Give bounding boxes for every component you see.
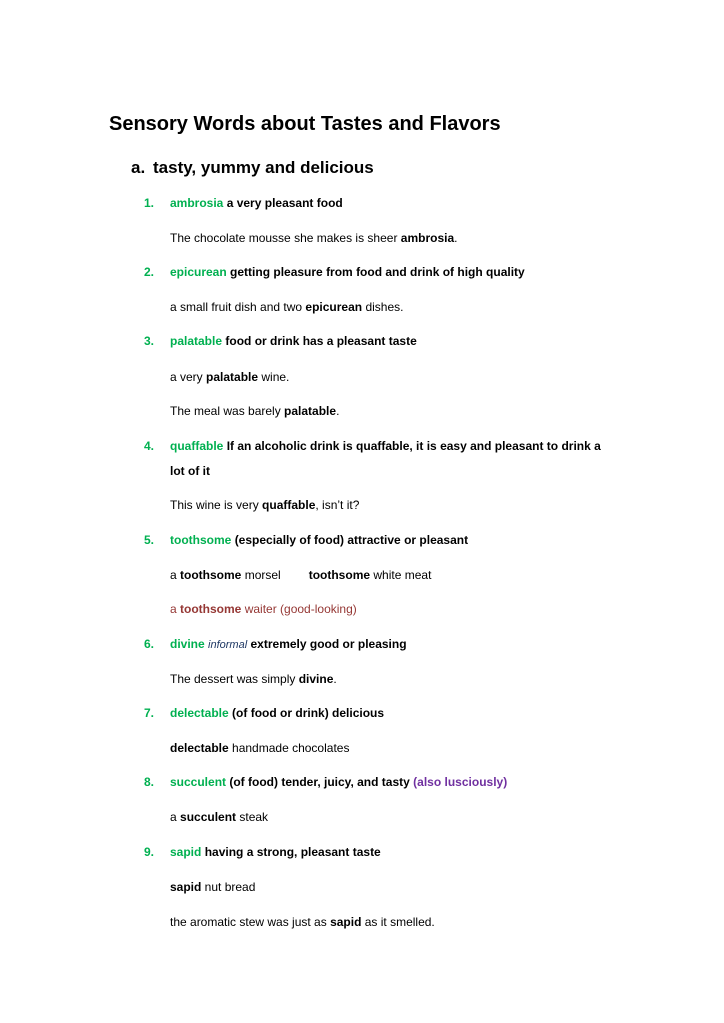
section-letter: a.	[131, 158, 146, 177]
example-keyword: epicurean	[305, 300, 363, 314]
entry-definition: having a strong, pleasant taste	[204, 845, 381, 859]
example-sentence	[170, 809, 268, 825]
example-sentence	[170, 879, 255, 895]
example-sentence-highlighted	[170, 601, 357, 617]
example-keyword: toothsome	[180, 602, 242, 616]
example-text: .	[333, 672, 337, 686]
example-text: steak	[236, 810, 269, 824]
example-sentence	[170, 740, 349, 756]
entry-headline	[170, 532, 468, 548]
example-keyword: delectable	[170, 741, 229, 755]
example-text: nut bread	[201, 880, 256, 894]
example-text: as it smelled.	[361, 915, 435, 929]
entry-headline	[170, 774, 507, 790]
example-sentence	[170, 299, 403, 315]
entry-headline	[170, 264, 525, 280]
example-text: dishes.	[362, 300, 404, 314]
entry-definition: If an alcoholic drink is quaffable, it is easy and pleasant to drink a	[226, 439, 601, 453]
example-text: , isn’t it?	[315, 498, 360, 512]
example-sentence	[170, 230, 457, 246]
entry-headline	[170, 438, 601, 454]
section-heading-text: tasty, yummy and delicious	[153, 158, 374, 177]
entry-term: toothsome	[170, 533, 232, 547]
example-text: handmade chocolates	[228, 741, 350, 755]
example-text: wine.	[258, 370, 290, 384]
example-text: .	[336, 404, 340, 418]
entry-number: 1.	[144, 196, 155, 210]
entry-number: 2.	[144, 265, 155, 279]
example-text: .	[454, 231, 458, 245]
entry-definition: food or drink has a pleasant taste	[225, 334, 417, 348]
entry-number: 6.	[144, 637, 155, 651]
entry-number: 5.	[144, 533, 155, 547]
example-sentence	[170, 567, 431, 583]
entry-definition: a very pleasant food	[226, 196, 343, 210]
example-text: a very	[170, 370, 207, 384]
example-text: This wine is very	[170, 498, 263, 512]
example-text: waiter (good-looking)	[241, 602, 357, 616]
example-keyword: divine	[298, 672, 334, 686]
entry-term: delectable	[170, 706, 229, 720]
example-keyword: ambrosia	[400, 231, 455, 245]
example-text: The chocolate mousse she makes is sheer	[170, 231, 401, 245]
example-keyword: toothsome	[308, 568, 371, 582]
entry-number: 3.	[144, 334, 155, 348]
example-text: white meat	[370, 568, 432, 582]
entry-definition: (especially of food) attractive or pleasant	[234, 533, 469, 547]
entry-headline	[170, 636, 407, 653]
example-text: The dessert was simply	[170, 672, 299, 686]
page-title: Sensory Words about Tastes and Flavors	[109, 113, 501, 135]
example-keyword: sapid	[170, 880, 202, 894]
example-text: a	[170, 810, 181, 824]
section-heading	[131, 158, 374, 178]
example-text: The meal was barely	[170, 404, 285, 418]
entry-number: 4.	[144, 439, 155, 453]
example-text: morsel	[241, 568, 281, 582]
entry-definition-continued: lot of it	[170, 464, 210, 478]
entry-term: succulent	[170, 775, 227, 789]
entry-definition: extremely good or pleasing	[250, 637, 407, 651]
entry-term: palatable	[170, 334, 223, 348]
example-sentence	[170, 671, 337, 687]
example-keyword: palatable	[206, 370, 259, 384]
example-text: a small fruit dish and two	[170, 300, 306, 314]
example-sentence	[170, 369, 289, 385]
entry-term: quaffable	[170, 439, 224, 453]
example-text: the aromatic stew was just as	[170, 915, 331, 929]
example-keyword: palatable	[284, 404, 337, 418]
example-sentence	[170, 403, 339, 419]
entry-term: ambrosia	[170, 196, 224, 210]
example-text: a	[170, 602, 181, 616]
entry-note: (also lusciously)	[413, 775, 508, 789]
entry-headline	[170, 195, 343, 211]
example-text: a	[170, 568, 181, 582]
entry-number: 7.	[144, 706, 155, 720]
example-sentence	[170, 497, 359, 513]
usage-label: informal	[208, 639, 248, 651]
example-keyword: sapid	[330, 915, 362, 929]
entry-headline	[170, 333, 417, 349]
entry-definition: (of food or drink) delicious	[232, 706, 385, 720]
entry-headline	[170, 705, 384, 721]
entry-number: 9.	[144, 845, 155, 859]
entry-term: epicurean	[170, 265, 227, 279]
example-keyword: succulent	[180, 810, 237, 824]
entry-definition: getting pleasure from food and drink of high quality	[230, 265, 525, 279]
entry-term: sapid	[170, 845, 202, 859]
entry-term: divine	[170, 637, 205, 651]
example-sentence	[170, 914, 435, 930]
entry-number: 8.	[144, 775, 155, 789]
entry-headline	[170, 844, 381, 860]
example-keyword: toothsome	[180, 568, 242, 582]
entry-definition: (of food) tender, juicy, and tasty	[229, 775, 410, 789]
example-keyword: quaffable	[262, 498, 316, 512]
